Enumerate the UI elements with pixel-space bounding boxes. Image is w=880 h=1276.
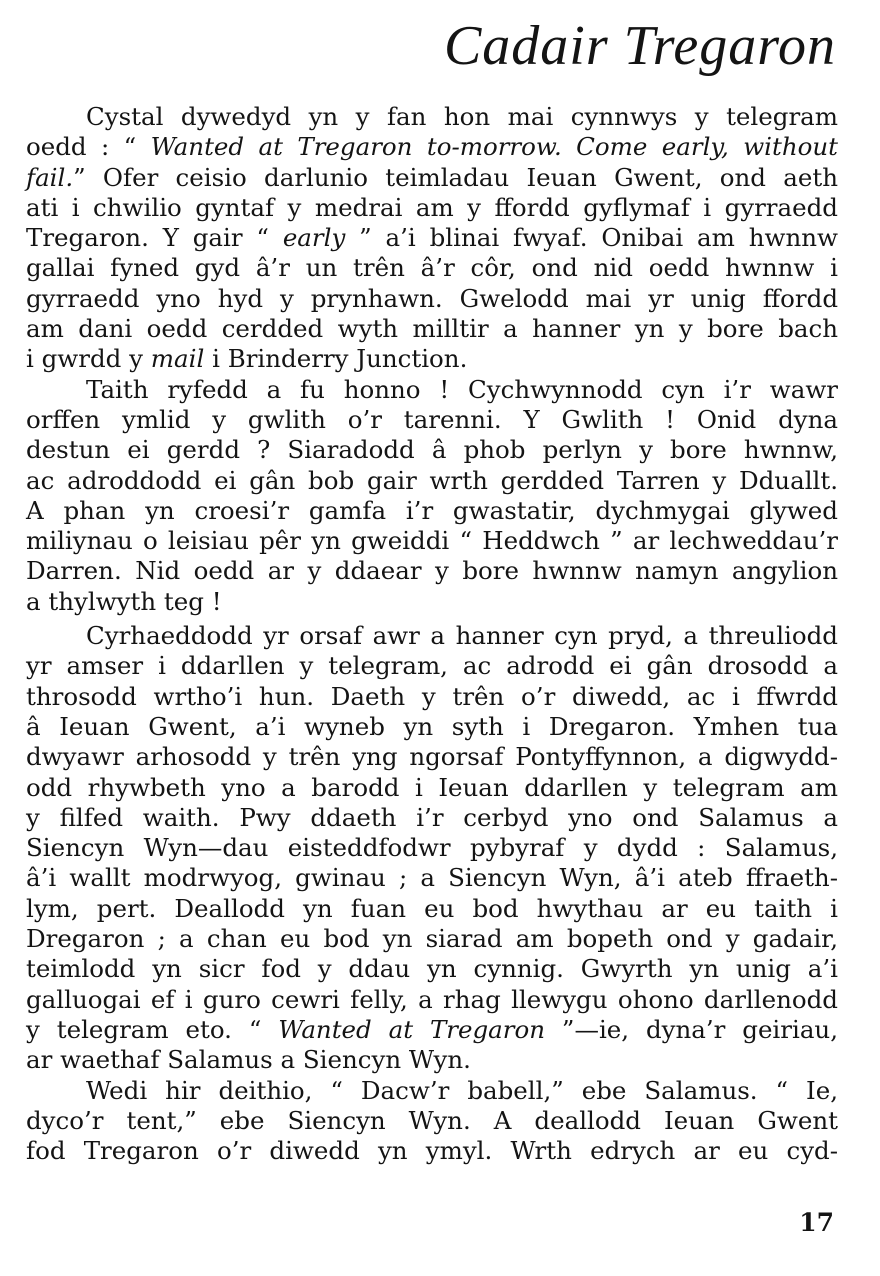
text-line: Siencyn Wyn—dau eisteddfodwr pybyraf y dydd : Salamus,	[26, 833, 838, 863]
text-line: ar waethaf Salamus a Siencyn Wyn.	[26, 1045, 471, 1075]
text-line: Dregaron ; a chan eu bod yn siarad am bopeth ond y gadair,	[26, 924, 838, 954]
text-line: throsodd wrtho’i hun. Daeth y trên o’r diwedd, ac i ffwrdd	[26, 681, 838, 711]
text-line: a thylwyth teg !	[26, 586, 222, 616]
running-header-title: Cadair Tregaron	[443, 15, 836, 77]
text-line: galluogai ef i guro cewri felly, a rhag llewygu ohono darllenodd	[26, 984, 838, 1014]
italic-phrase: Wanted at Tregaron to-morrow. Come early, without	[150, 132, 839, 162]
text-line: Wedi hir deithio, “ Dacw’r babell,” ebe Salamus. “ Ie,	[86, 1075, 838, 1105]
text-line: Cystal dywedyd yn y fan hon mai cynnwys y telegram	[86, 102, 838, 131]
text-line: Taith ryfedd a fu honno ! Cychwynnodd cyn i’r wawr	[86, 374, 838, 404]
body-text	[26, 102, 838, 1166]
text-line: oedd : “ Wanted at Tregaron to-morrow. Come early, without	[26, 132, 839, 162]
text-line: am dani oedd cerdded wyth milltir a hanner yn y bore bach	[26, 314, 838, 344]
text-line: dwyawr arhosodd y trên yng ngorsaf Pontyffynnon, a digwydd-	[26, 742, 838, 772]
text-line: orffen ymlid y gwlith o’r tarenni. Y Gwlith ! Onid dyna	[26, 404, 838, 434]
text-line: fod Tregaron o’r diwedd yn ymyl. Wrth edrych ar eu cyd-	[26, 1136, 838, 1166]
italic-phrase: fail.	[26, 162, 74, 192]
text-line: Tregaron. Y gair “ early ” a’i blinai fwyaf. Onibai am hwnnw	[26, 223, 838, 253]
text-line: A phan yn croesi’r gamfa i’r gwastatir, dychmygai glywed	[26, 495, 838, 525]
text-line: dyco’r tent,” ebe Siencyn Wyn. A deallodd Ieuan Gwent	[26, 1105, 838, 1135]
text-line: â Ieuan Gwent, a’i wyneb yn syth i Dregaron. Ymhen tua	[26, 711, 838, 741]
text-line: Darren. Nid oedd ar y ddaear y bore hwnnw namyn angylion	[26, 556, 838, 586]
text-line: gallai fyned gyd â’r un trên â’r côr, ond nid oedd hwnnw i	[26, 253, 838, 283]
text-line: y filfed waith. Pwy ddaeth i’r cerbyd yno ond Salamus a	[26, 802, 838, 832]
text-line: i gwrdd y mail i Brinderry Junction.	[26, 344, 468, 374]
text-line: yr amser i ddarllen y telegram, ac adrodd ei gân drosodd a	[26, 651, 838, 681]
text-line: fail.” Ofer ceisio darlunio teimladau Ieuan Gwent, ond aeth	[26, 162, 838, 192]
text-line: lym, pert. Deallodd yn fuan eu bod hwythau ar eu taith i	[26, 893, 838, 923]
text-line: destun ei gerdd ? Siaradodd â phob perlyn y bore hwnnw,	[26, 435, 838, 465]
text-line: teimlodd yn sicr fod y ddau yn cynnig. Gwyrth yn unig a’i	[26, 954, 838, 984]
text-line: y telegram eto. “ Wanted at Tregaron ”—ie, dyna’r geiriau,	[26, 1014, 838, 1044]
text-line: odd rhywbeth yno a barodd i Ieuan ddarllen y telegram am	[26, 772, 838, 802]
text-line: â’i wallt modrwyog, gwinau ; a Siencyn Wyn, â’i ateb ffraeth-	[26, 863, 838, 893]
text-line: miliynau o leisiau pêr yn gweiddi “ Heddwch ” ar lechweddau’r	[26, 526, 838, 556]
text-line: Cyrhaeddodd yr orsaf awr a hanner cyn pryd, a threuliodd	[86, 621, 838, 651]
text-line: ati i chwilio gyntaf y medrai am y ffordd gyflymaf i gyrraedd	[26, 192, 838, 222]
italic-phrase: Wanted at Tregaron	[278, 1014, 546, 1044]
page-number: 17	[799, 1208, 834, 1237]
italic-phrase: early	[282, 223, 346, 253]
italic-phrase: mail	[150, 344, 205, 374]
text-line: ac adroddodd ei gân bob gair wrth gerdded Tarren y Dduallt.	[26, 465, 838, 495]
text-line: gyrraedd yno hyd y prynhawn. Gwelodd mai yr unig ffordd	[26, 283, 838, 313]
